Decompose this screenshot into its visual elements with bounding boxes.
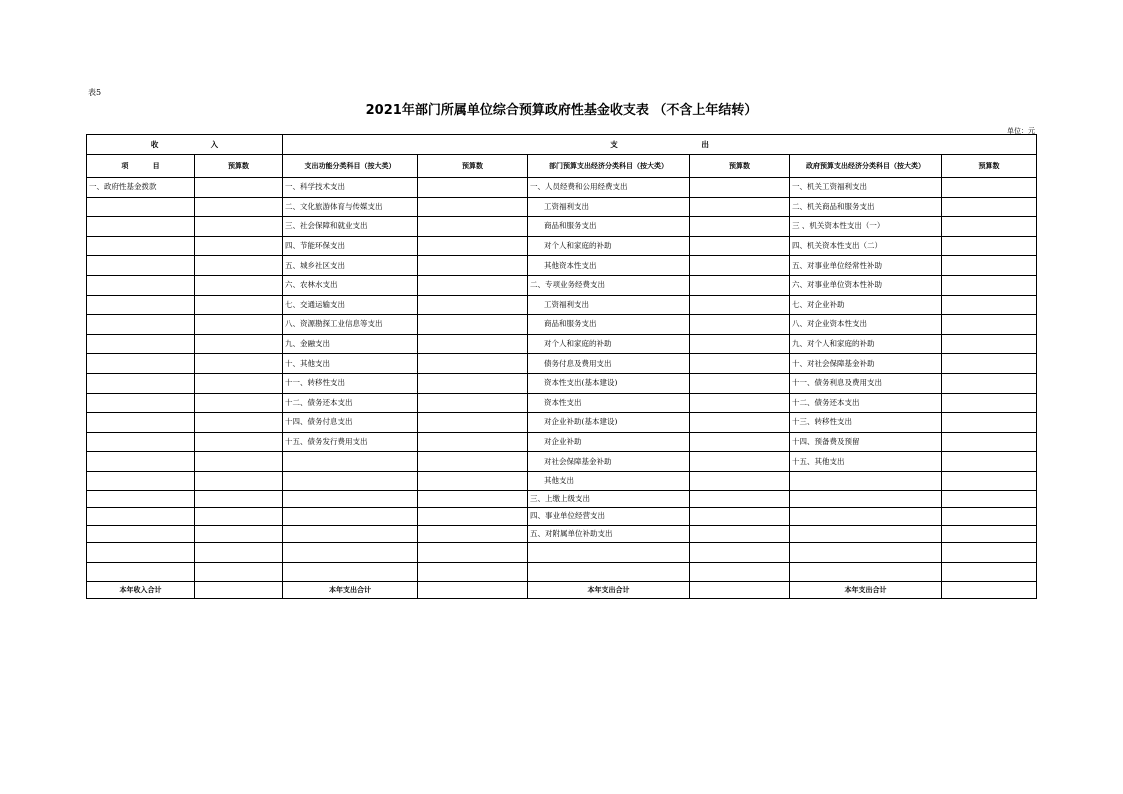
gov-econ-cell: 十、对社会保障基金补助 — [790, 354, 942, 374]
dept-econ-cell: 二、专项业务经费支出 — [528, 275, 690, 295]
col-header-budget: 预算数 — [195, 155, 283, 178]
func-class-cell: 十五、债务发行费用支出 — [283, 432, 418, 452]
gov-econ-cell: 十四、预备费及预留 — [790, 432, 942, 452]
dept-budget-cell — [690, 334, 790, 354]
col-header-budget: 预算数 — [942, 155, 1037, 178]
gov-budget-cell — [942, 197, 1037, 217]
gov-econ-cell — [790, 543, 942, 563]
gov-econ-cell: 五、对事业单位经常性补助 — [790, 256, 942, 276]
dept-budget-cell — [690, 217, 790, 237]
col-header-gov-econ: 政府预算支出经济分类科目（按大类） — [790, 155, 942, 178]
dept-econ-cell: 一、人员经费和公用经费支出 — [528, 178, 690, 198]
dept-econ-cell: 对个人和家庭的补助 — [528, 236, 690, 256]
table-row — [87, 452, 1037, 472]
gov-econ-cell — [790, 525, 942, 542]
income-item-cell — [87, 508, 195, 525]
func-budget-cell — [418, 373, 528, 393]
table-row — [87, 295, 1037, 315]
func-class-cell: 四、节能环保支出 — [283, 236, 418, 256]
income-item-cell — [87, 452, 195, 472]
income-budget-cell — [195, 178, 283, 198]
income-budget-cell — [195, 525, 283, 542]
table-row — [87, 432, 1037, 452]
gov-econ-cell: 九、对个人和家庭的补助 — [790, 334, 942, 354]
func-budget-cell — [418, 178, 528, 198]
func-class-cell: 六、农林水支出 — [283, 275, 418, 295]
dept-budget-cell — [690, 562, 790, 582]
income-item-cell — [87, 543, 195, 563]
unit-label: 单位：元 — [1007, 127, 1035, 135]
income-header: 收 入 — [87, 135, 283, 155]
income-budget-cell — [195, 256, 283, 276]
gov-budget-cell — [942, 217, 1037, 237]
table-row — [87, 393, 1037, 413]
dept-econ-cell: 工资福利支出 — [528, 295, 690, 315]
gov-budget-cell — [942, 525, 1037, 542]
func-class-cell — [283, 452, 418, 472]
func-budget-cell — [418, 256, 528, 276]
gov-budget-cell — [942, 543, 1037, 563]
income-budget-cell — [195, 543, 283, 563]
dept-budget-cell — [690, 490, 790, 507]
dept-econ-cell: 债务付息及费用支出 — [528, 354, 690, 374]
income-budget-cell — [195, 315, 283, 335]
dept-econ-cell: 其他资本性支出 — [528, 256, 690, 276]
func-budget-cell — [418, 452, 528, 472]
func-budget-cell — [418, 543, 528, 563]
table-row — [87, 236, 1037, 256]
dept-econ-cell — [528, 562, 690, 582]
dept-econ-cell: 对企业补助(基本建设) — [528, 413, 690, 433]
table-number-label: 表5 — [88, 88, 102, 97]
func-budget-cell — [418, 471, 528, 490]
dept-econ-cell: 四、事业单位经营支出 — [528, 508, 690, 525]
col-header-budget: 预算数 — [418, 155, 528, 178]
dept-budget-cell — [690, 525, 790, 542]
income-budget-cell — [195, 452, 283, 472]
dept-budget-cell — [690, 354, 790, 374]
dept-econ-cell: 资本性支出(基本建设) — [528, 373, 690, 393]
income-budget-cell — [195, 471, 283, 490]
func-budget-cell — [418, 393, 528, 413]
dept-econ-cell: 五、对附属单位补助支出 — [528, 525, 690, 542]
func-class-cell — [283, 525, 418, 542]
income-item-cell — [87, 354, 195, 374]
income-item-cell — [87, 217, 195, 237]
col-header-budget: 预算数 — [690, 155, 790, 178]
col-header-dept-econ: 部门预算支出经济分类科目（按大类） — [528, 155, 690, 178]
income-item-cell — [87, 295, 195, 315]
gov-econ-cell: 十一、债务利息及费用支出 — [790, 373, 942, 393]
dept-budget-cell — [690, 197, 790, 217]
dept-econ-cell: 商品和服务支出 — [528, 315, 690, 335]
gov-econ-cell: 十三、转移性支出 — [790, 413, 942, 433]
table-row — [87, 413, 1037, 433]
func-class-cell: 九、金融支出 — [283, 334, 418, 354]
table-row — [87, 525, 1037, 542]
dept-budget-cell — [690, 315, 790, 335]
gov-econ-cell: 十五、其他支出 — [790, 452, 942, 472]
func-class-cell: 七、交通运输支出 — [283, 295, 418, 315]
dept-total-value — [690, 582, 790, 599]
gov-budget-cell — [942, 393, 1037, 413]
income-budget-cell — [195, 562, 283, 582]
func-budget-cell — [418, 508, 528, 525]
func-class-cell: 二、文化旅游体育与传媒支出 — [283, 197, 418, 217]
func-class-cell — [283, 490, 418, 507]
dept-budget-cell — [690, 508, 790, 525]
gov-budget-cell — [942, 334, 1037, 354]
func-class-cell: 一、科学技术支出 — [283, 178, 418, 198]
gov-econ-cell — [790, 471, 942, 490]
gov-econ-cell — [790, 508, 942, 525]
gov-budget-cell — [942, 275, 1037, 295]
table-row — [87, 354, 1037, 374]
gov-econ-cell: 六、对事业单位资本性补助 — [790, 275, 942, 295]
gov-econ-cell — [790, 490, 942, 507]
gov-budget-cell — [942, 490, 1037, 507]
dept-budget-cell — [690, 452, 790, 472]
func-budget-cell — [418, 490, 528, 507]
func-budget-cell — [418, 432, 528, 452]
table-row — [87, 217, 1037, 237]
gov-total-label: 本年支出合计 — [790, 582, 942, 599]
gov-budget-cell — [942, 508, 1037, 525]
table-row — [87, 543, 1037, 563]
income-item-cell — [87, 197, 195, 217]
gov-econ-cell: 三 、机关资本性支出（一） — [790, 217, 942, 237]
dept-econ-cell: 对个人和家庭的补助 — [528, 334, 690, 354]
func-class-cell: 八、资源勘探工业信息等支出 — [283, 315, 418, 335]
dept-budget-cell — [690, 295, 790, 315]
gov-budget-cell — [942, 236, 1037, 256]
income-budget-cell — [195, 490, 283, 507]
dept-budget-cell — [690, 256, 790, 276]
income-item-cell — [87, 432, 195, 452]
func-total-label: 本年支出合计 — [283, 582, 418, 599]
budget-table — [86, 134, 1037, 599]
column-header-row — [87, 155, 1037, 178]
func-budget-cell — [418, 315, 528, 335]
func-budget-cell — [418, 217, 528, 237]
table-row — [87, 508, 1037, 525]
gov-budget-cell — [942, 432, 1037, 452]
income-item-cell — [87, 236, 195, 256]
income-budget-cell — [195, 393, 283, 413]
table-row — [87, 490, 1037, 507]
func-budget-cell — [418, 236, 528, 256]
gov-econ-cell — [790, 562, 942, 582]
income-budget-cell — [195, 197, 283, 217]
dept-budget-cell — [690, 393, 790, 413]
income-item-cell — [87, 393, 195, 413]
table-row — [87, 373, 1037, 393]
table-row — [87, 256, 1037, 276]
table-row — [87, 197, 1037, 217]
dept-econ-cell: 其他支出 — [528, 471, 690, 490]
gov-budget-cell — [942, 178, 1037, 198]
table-row — [87, 471, 1037, 490]
budget-table-body — [87, 135, 1037, 178]
func-budget-cell — [418, 295, 528, 315]
gov-budget-cell — [942, 452, 1037, 472]
func-budget-cell — [418, 275, 528, 295]
income-item-cell — [87, 471, 195, 490]
dept-budget-cell — [690, 178, 790, 198]
dept-budget-cell — [690, 373, 790, 393]
table-row — [87, 275, 1037, 295]
gov-budget-cell — [942, 256, 1037, 276]
func-class-cell — [283, 543, 418, 563]
dept-budget-cell — [690, 543, 790, 563]
gov-total-value — [942, 582, 1037, 599]
income-budget-cell — [195, 275, 283, 295]
gov-econ-cell: 八、对企业资本性支出 — [790, 315, 942, 335]
func-budget-cell — [418, 562, 528, 582]
func-class-cell — [283, 562, 418, 582]
gov-budget-cell — [942, 295, 1037, 315]
income-budget-cell — [195, 413, 283, 433]
gov-budget-cell — [942, 373, 1037, 393]
expense-header: 支 出 — [283, 135, 1037, 155]
income-item-cell — [87, 373, 195, 393]
func-class-cell: 十四、债务付息支出 — [283, 413, 418, 433]
col-header-item: 项 目 — [87, 155, 195, 178]
income-item-cell — [87, 315, 195, 335]
func-class-cell — [283, 508, 418, 525]
income-item-cell — [87, 334, 195, 354]
income-budget-cell — [195, 295, 283, 315]
income-total-value — [195, 582, 283, 599]
dept-econ-cell: 工资福利支出 — [528, 197, 690, 217]
gov-econ-cell: 七、对企业补助 — [790, 295, 942, 315]
func-class-cell — [283, 471, 418, 490]
income-item-cell — [87, 490, 195, 507]
func-budget-cell — [418, 525, 528, 542]
totals-row — [87, 582, 1037, 599]
dept-econ-cell: 对企业补助 — [528, 432, 690, 452]
data-rows — [87, 178, 1037, 582]
income-item-cell — [87, 256, 195, 276]
income-item-cell — [87, 275, 195, 295]
gov-econ-cell: 十二、债务还本支出 — [790, 393, 942, 413]
dept-econ-cell — [528, 543, 690, 563]
income-budget-cell — [195, 217, 283, 237]
dept-budget-cell — [690, 413, 790, 433]
income-budget-cell — [195, 236, 283, 256]
table-row — [87, 178, 1037, 198]
func-total-value — [418, 582, 528, 599]
income-total-label: 本年收入合计 — [87, 582, 195, 599]
func-budget-cell — [418, 334, 528, 354]
income-item-cell — [87, 562, 195, 582]
gov-budget-cell — [942, 413, 1037, 433]
func-budget-cell — [418, 354, 528, 374]
dept-econ-cell: 商品和服务支出 — [528, 217, 690, 237]
table-row — [87, 562, 1037, 582]
dept-econ-cell: 三、上缴上级支出 — [528, 490, 690, 507]
dept-total-label: 本年支出合计 — [528, 582, 690, 599]
func-class-cell: 十、其他支出 — [283, 354, 418, 374]
income-budget-cell — [195, 354, 283, 374]
income-budget-cell — [195, 432, 283, 452]
income-item-cell — [87, 413, 195, 433]
func-class-cell: 三、社会保障和就业支出 — [283, 217, 418, 237]
dept-budget-cell — [690, 432, 790, 452]
func-budget-cell — [418, 413, 528, 433]
gov-econ-cell: 四、机关资本性支出（二） — [790, 236, 942, 256]
func-class-cell: 十一、转移性支出 — [283, 373, 418, 393]
gov-budget-cell — [942, 471, 1037, 490]
gov-econ-cell: 二、机关商品和服务支出 — [790, 197, 942, 217]
page-title: 2021年部门所属单位综合预算政府性基金收支表 （不含上年结转） — [365, 103, 758, 118]
dept-budget-cell — [690, 236, 790, 256]
income-budget-cell — [195, 334, 283, 354]
table-row — [87, 334, 1037, 354]
gov-budget-cell — [942, 562, 1037, 582]
table-row — [87, 315, 1037, 335]
income-item-cell: 一、政府性基金拨款 — [87, 178, 195, 198]
gov-econ-cell: 一、机关工资福利支出 — [790, 178, 942, 198]
func-class-cell: 五、城乡社区支出 — [283, 256, 418, 276]
gov-budget-cell — [942, 315, 1037, 335]
func-budget-cell — [418, 197, 528, 217]
func-class-cell: 十二、债务还本支出 — [283, 393, 418, 413]
section-header-row — [87, 135, 1037, 155]
dept-budget-cell — [690, 471, 790, 490]
income-budget-cell — [195, 508, 283, 525]
dept-budget-cell — [690, 275, 790, 295]
gov-budget-cell — [942, 354, 1037, 374]
col-header-func-class: 支出功能分类科目（按大类） — [283, 155, 418, 178]
income-item-cell — [87, 525, 195, 542]
dept-econ-cell: 资本性支出 — [528, 393, 690, 413]
income-budget-cell — [195, 373, 283, 393]
dept-econ-cell: 对社会保障基金补助 — [528, 452, 690, 472]
